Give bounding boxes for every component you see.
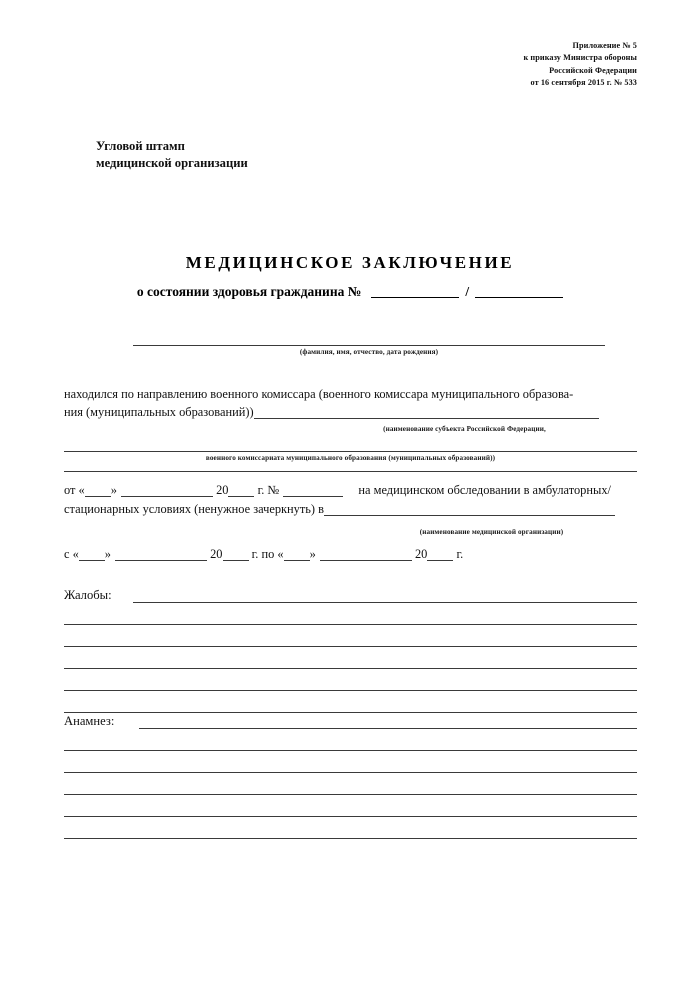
direction-paragraph-line-1: находился по направлению военного комиссара (военного комиссара муниципального образова-: [64, 387, 574, 401]
subject-caption: (наименование субъекта Российской Федерации,: [383, 425, 546, 433]
period-from-day-field[interactable]: [79, 547, 105, 561]
document-number-field[interactable]: [371, 297, 459, 298]
period-from-label: с «: [64, 547, 79, 561]
corner-stamp-line-1: Угловой штамп: [96, 139, 185, 153]
exam-text: на медицинском обследовании в амбулаторных/: [358, 483, 611, 497]
period-to-year-field[interactable]: [427, 547, 453, 561]
period-from-year-field[interactable]: [223, 547, 249, 561]
subtitle-text: о состоянии здоровья гражданина №: [136, 284, 362, 299]
period-from-month-field[interactable]: [115, 547, 207, 561]
appendix-header: [523, 40, 637, 90]
period-to-month-field[interactable]: [320, 547, 412, 561]
day-field[interactable]: [85, 483, 111, 497]
commissariat-caption: военного комиссариата муниципального образования (муниципальных образований)): [205, 454, 496, 462]
anamnesis-line[interactable]: [64, 772, 637, 773]
period-quote-2: »: [309, 547, 316, 561]
anamnesis-line[interactable]: [64, 750, 637, 751]
year-field[interactable]: [228, 483, 254, 497]
period-to-day-field[interactable]: [284, 547, 310, 561]
conditions-line: [64, 500, 637, 519]
period-to-g: г.: [456, 547, 464, 561]
complaints-line[interactable]: [64, 668, 637, 669]
period-from-year-prefix: 20: [210, 547, 223, 561]
appendix-line-4: от 16 сентября 2015 г. № 533: [530, 78, 637, 88]
quote-close: »: [110, 483, 117, 497]
direction-number-field[interactable]: [283, 483, 343, 497]
complaints-line[interactable]: [64, 624, 637, 625]
document-subtitle: [0, 284, 700, 300]
appendix-line-3: Российской Федерации: [549, 65, 637, 75]
year-prefix: 20: [216, 483, 229, 497]
period-from-g: г.: [251, 547, 259, 561]
complaints-line[interactable]: [64, 712, 637, 713]
complaints-field[interactable]: [133, 602, 637, 603]
period-po-label: по «: [261, 547, 284, 561]
number-separator: /: [465, 284, 470, 299]
year-suffix-label: г. №: [257, 483, 280, 497]
anamnesis-line[interactable]: [64, 794, 637, 795]
month-field[interactable]: [121, 483, 213, 497]
complaints-label: Жалобы:: [64, 588, 112, 602]
conditions-text: стационарных условиях (ненужное зачеркнуть) в: [64, 502, 325, 516]
corner-stamp-note: [96, 138, 248, 171]
anamnesis-label: Анамнез:: [64, 714, 115, 728]
commissariat-field-2[interactable]: [64, 471, 637, 472]
appendix-line-1: Приложение № 5: [572, 41, 637, 50]
direction-paragraph-text: ния (муниципальных образований)): [64, 405, 254, 419]
period-line: [64, 545, 637, 564]
appendix-line-2: к приказу Министра обороны: [523, 53, 637, 63]
exam-date-line: [64, 481, 637, 500]
document-number-field-2[interactable]: [475, 297, 563, 298]
organization-caption: (наименование медицинской организации): [419, 528, 564, 536]
commissariat-field[interactable]: [64, 451, 637, 452]
period-to-year-prefix: 20: [414, 547, 428, 561]
fio-field[interactable]: [133, 345, 605, 346]
period-quote-1: »: [104, 547, 111, 561]
complaints-line[interactable]: [64, 646, 637, 647]
corner-stamp-line-2: медицинской организации: [96, 155, 248, 170]
page-title: МЕДИЦИНСКОЕ ЗАКЛЮЧЕНИЕ: [185, 253, 515, 272]
anamnesis-field[interactable]: [139, 728, 637, 729]
direction-paragraph-line-2: [64, 403, 637, 422]
fio-caption: (фамилия, имя, отчество, дата рождения): [299, 348, 439, 356]
anamnesis-line[interactable]: [64, 838, 637, 839]
from-label: от «: [64, 483, 85, 497]
anamnesis-line[interactable]: [64, 816, 637, 817]
complaints-line[interactable]: [64, 690, 637, 691]
organization-field[interactable]: [324, 502, 615, 516]
subject-name-field[interactable]: [254, 405, 599, 419]
